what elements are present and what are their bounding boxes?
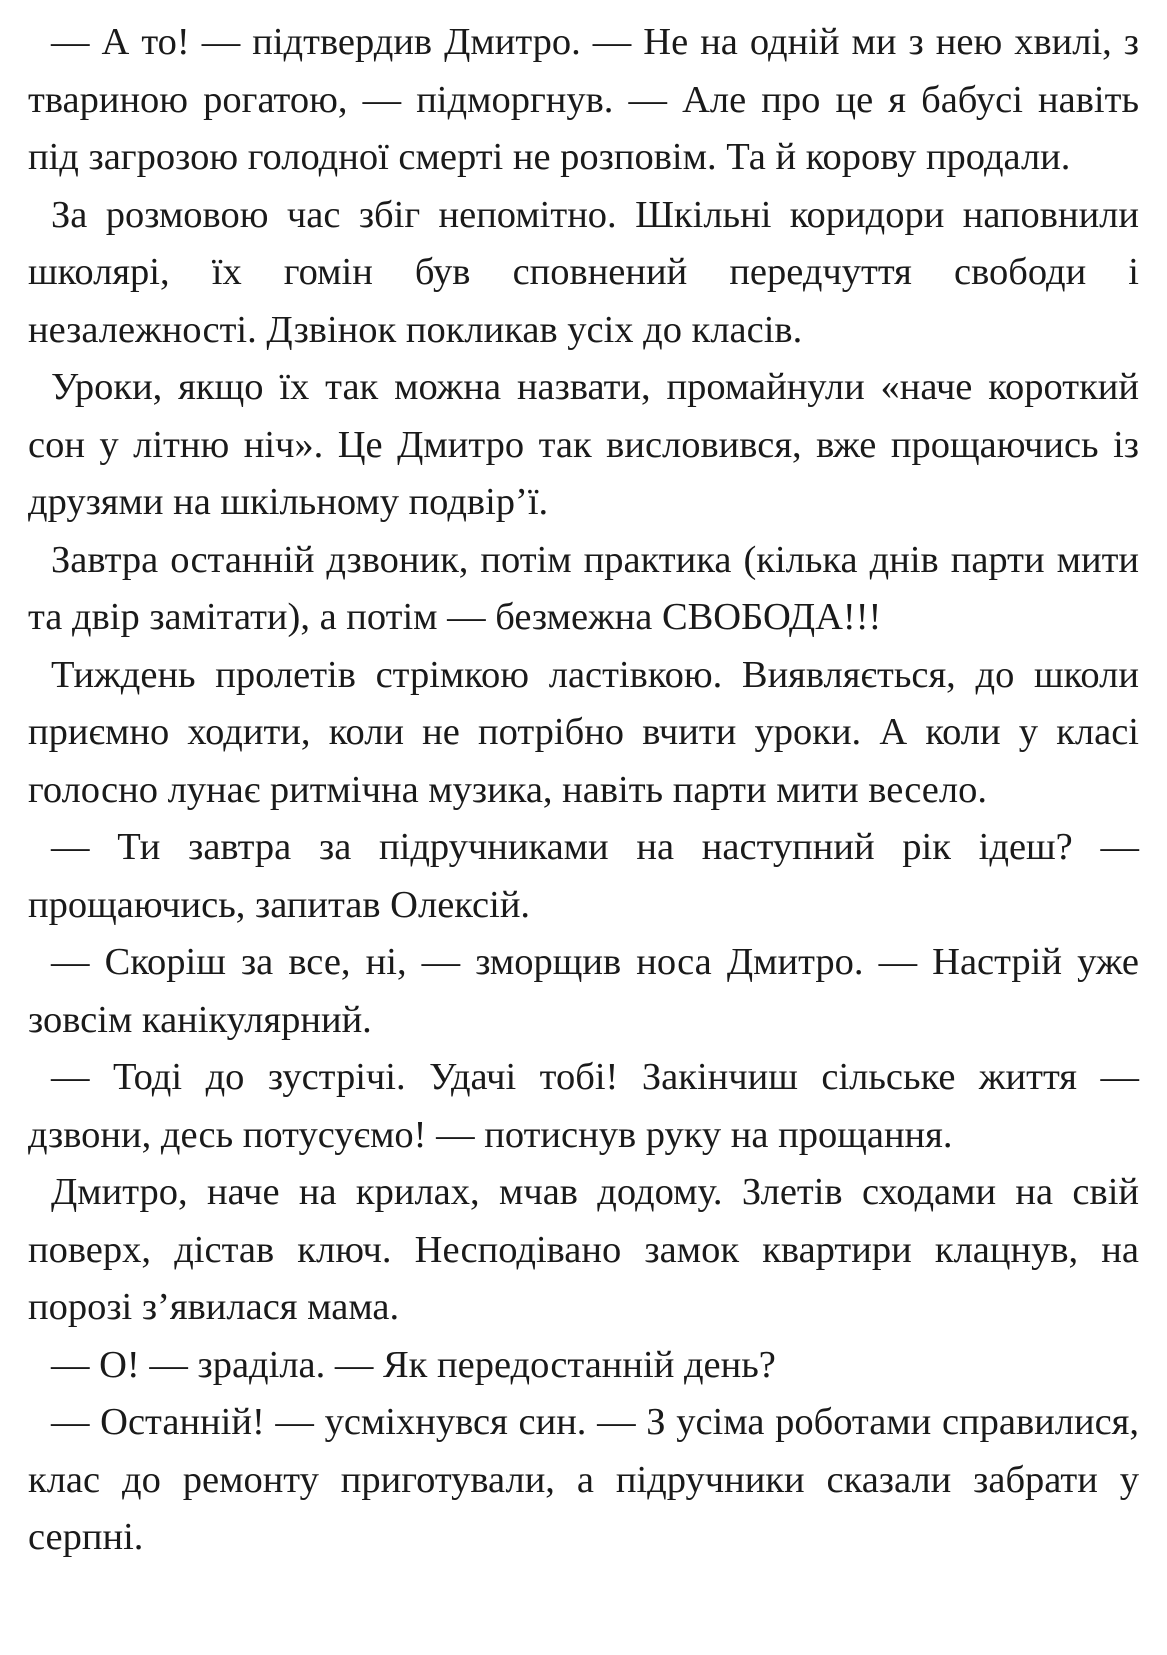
paragraph: — О! — зраділа. — Як передостанній день? — [51, 1343, 776, 1386]
paragraph: За розмовою час збіг непомітно. Шкільні коридори наповнили школярі, їх гомін був сповнений передчуття свободи і незалежності. Дзвінок покликав усіх до класів. — [28, 193, 1139, 351]
paragraph: — Ти завтра за підручниками на наступний рік ідеш? — прощаючись, запитав Олексій. — [28, 826, 1139, 926]
paragraph: Уроки, якщо їх так можна назвати, промайнули «наче короткий сон у літню ніч». Це Дмитро так висловився, вже прощаючись із друзями на шкільному подвір’ї. — [28, 366, 1139, 523]
paragraph: Тиждень пролетів стрімкою ластівкою. Виявляється, до школи приємно ходити, коли не потрібно вчити уроки. А коли у класі голосно лунає ритмічна музика, навіть парти мити весело. — [28, 653, 1139, 811]
paragraph: Завтра останній дзвоник, потім практика (кілька днів парти мити та двір замітати), а потім — безмежна СВОБОДА!!! — [28, 538, 1139, 638]
paragraph: Дмитро, наче на крилах, мчав додому. Злетів сходами на свій поверх, дістав ключ. Несподівано замок квартири клацнув, на порозі з’явилася мама. — [28, 1171, 1139, 1328]
paragraph: — Тоді до зустрічі. Удачі тобі! Закінчиш сільське життя — дзвони, десь потусуємо! — потиснув руку на прощання. — [28, 1056, 1139, 1156]
paragraph: — А то! — підтвердив Дмитро. — Не на одній ми з нею хвилі, з твариною рогатою, — підморгнув. — Але про це я бабусі навіть під загрозою голодної смерті не розповім. Та й корову продали. — [28, 21, 1139, 178]
paragraph: — Останній! — усміхнувся син. — З усіма роботами справилися, клас до ремонту приготували, а підручники сказали забрати у серпні. — [28, 1401, 1139, 1558]
paragraph: — Скоріш за все, ні, — зморщив носа Дмитро. — Настрій уже зовсім канікулярний. — [28, 941, 1139, 1041]
book-page — [28, 14, 1139, 1567]
